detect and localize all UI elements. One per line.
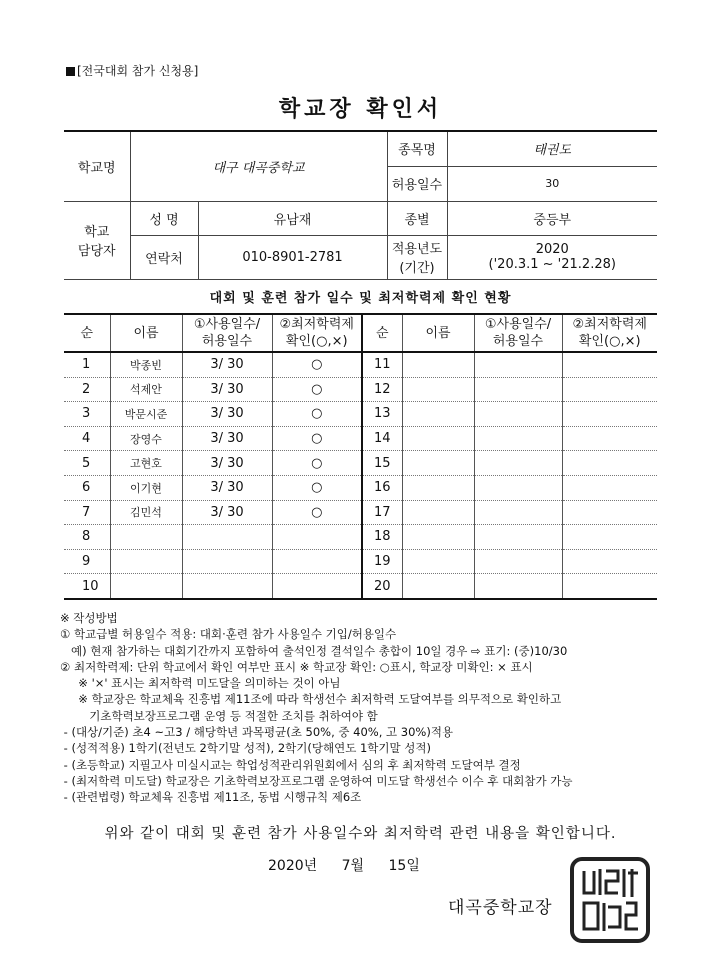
header-name: 이름 [110, 314, 182, 352]
note-line: ※ '×' 표시는 최저학력 미도달을 의미하는 것이 아님 [60, 676, 341, 691]
note-line: ② 최저학력제: 단위 학교에서 확인 여부만 표시 ※ 학교장 확인: ○표시, 학교장 미확인: × 표시 [60, 659, 533, 674]
row-check: ○ [272, 402, 362, 427]
header-min [272, 314, 362, 352]
row-check-right [562, 402, 657, 427]
note-line: ※ 학교장은 학교체육 진흥법 제11조에 따라 학생선수 최저학력 도달여부를 의무적으로 확인하고 [60, 692, 562, 707]
header-min-right-line2: 확인(○,×) [578, 334, 641, 349]
table-row [64, 475, 657, 500]
staff-label-line1: 학교 [84, 225, 110, 240]
principal-signature: 대곡중학교장 [448, 898, 553, 918]
row-no-right: 19 [362, 549, 402, 574]
row-name [110, 574, 182, 599]
contact-value: 010-8901-2781 [198, 235, 387, 279]
staff-label [64, 201, 130, 279]
header-min-line1: ②최저학력제 [279, 317, 354, 332]
row-days-right [474, 352, 562, 377]
row-name: 고현호 [110, 451, 182, 476]
header-min-line2: 확인(○,×) [285, 334, 348, 349]
row-check-right [562, 451, 657, 476]
row-no: 5 [64, 451, 110, 476]
row-no: 1 [64, 352, 110, 377]
row-no-right: 20 [362, 574, 402, 599]
note-line: - (초등학교) 지필고사 미실시교는 학업성적관리위원회에서 심의 후 최저학력 도달여부 결정 [60, 757, 521, 772]
row-name: 김민석 [110, 500, 182, 525]
writing-instructions [60, 610, 670, 806]
row-check-right [562, 525, 657, 550]
row-check [272, 549, 362, 574]
allowed-days-label: 허용일수 [387, 166, 447, 201]
year-label-line1: 적용년도 [391, 242, 443, 257]
row-no-right: 16 [362, 475, 402, 500]
row-check-right [562, 426, 657, 451]
row-no: 3 [64, 402, 110, 427]
table-row [64, 500, 657, 525]
row-days-right [474, 500, 562, 525]
row-name: 박종빈 [110, 352, 182, 377]
table-row [64, 549, 657, 574]
row-no-right: 17 [362, 500, 402, 525]
row-name-right [402, 426, 474, 451]
row-no: 9 [64, 549, 110, 574]
category-value: 중등부 [447, 201, 657, 235]
participation-table [64, 313, 657, 600]
row-check-right [562, 549, 657, 574]
header-no-right: 순 [362, 314, 402, 352]
row-check: ○ [272, 352, 362, 377]
date-day: 15일 [388, 858, 420, 874]
row-check: ○ [272, 500, 362, 525]
sport-value: 태권도 [447, 131, 657, 166]
row-name-right [402, 500, 474, 525]
header-name-right: 이름 [402, 314, 474, 352]
form-tag-text: [전국대회 참가 신청용] [77, 64, 199, 78]
row-days: 3/ 30 [182, 475, 272, 500]
row-check [272, 574, 362, 599]
header-days-right [474, 314, 562, 352]
row-name-right [402, 451, 474, 476]
row-days-right [474, 475, 562, 500]
row-no-right: 15 [362, 451, 402, 476]
row-check [272, 525, 362, 550]
row-name: 장영수 [110, 426, 182, 451]
note-line: ※ 작성방법 [60, 611, 118, 625]
row-name-right [402, 377, 474, 402]
row-days-right [474, 525, 562, 550]
row-days-right [474, 451, 562, 476]
row-days: 3/ 30 [182, 352, 272, 377]
row-days: 3/ 30 [182, 451, 272, 476]
row-days [182, 525, 272, 550]
row-check: ○ [272, 475, 362, 500]
row-check-right [562, 500, 657, 525]
form-tag [66, 62, 198, 79]
row-name: 이기현 [110, 475, 182, 500]
row-days-right [474, 377, 562, 402]
row-name [110, 549, 182, 574]
table-header-row [64, 314, 657, 352]
school-label: 학교명 [64, 131, 130, 201]
row-days [182, 549, 272, 574]
row-no-right: 12 [362, 377, 402, 402]
category-label: 종별 [387, 201, 447, 235]
year-label [387, 235, 447, 279]
header-days [182, 314, 272, 352]
row-name-right [402, 352, 474, 377]
header-no: 순 [64, 314, 110, 352]
row-no-right: 13 [362, 402, 402, 427]
row-days-right [474, 402, 562, 427]
row-name: 박문시준 [110, 402, 182, 427]
header-days-line2: 허용일수 [201, 334, 253, 349]
row-name-right [402, 402, 474, 427]
row-no: 10 [64, 574, 110, 599]
name-label: 성 명 [130, 201, 198, 235]
square-bullet-icon [66, 67, 75, 76]
row-no-right: 11 [362, 352, 402, 377]
row-no: 2 [64, 377, 110, 402]
row-name-right [402, 574, 474, 599]
table-row [64, 402, 657, 427]
note-line: - (최저학력 미도달) 학교장은 기초학력보장프로그램 운영하여 미도달 학생선수 이수 후 대회참가 가능 [60, 773, 573, 788]
row-check-right [562, 377, 657, 402]
table-row [64, 352, 657, 377]
table-row [64, 426, 657, 451]
date-year: 2020년 [268, 858, 318, 874]
row-days: 3/ 30 [182, 377, 272, 402]
note-line: - (대상/기준) 초4 ~고3 / 해당학년 과목평균(초 50%, 중 40%, 고 30%)적용 [60, 725, 454, 740]
note-line: - (관련법령) 학교체육 진흥법 제11조, 동법 시행규칙 제6조 [60, 790, 362, 805]
section-title: 대회 및 훈련 참가 일수 및 최저학력제 확인 현황 [209, 291, 512, 306]
row-days-right [474, 574, 562, 599]
row-name-right [402, 525, 474, 550]
sport-label: 종목명 [387, 131, 447, 166]
confirmation-statement: 위와 같이 대회 및 훈련 참가 사용일수와 최저학력 관련 내용을 확인합니다. [104, 826, 617, 842]
header-days-right-line1: ①사용일수/ [484, 317, 552, 332]
row-check-right [562, 352, 657, 377]
row-check-right [562, 574, 657, 599]
year-value-cell [447, 235, 657, 279]
row-no: 8 [64, 525, 110, 550]
row-check: ○ [272, 426, 362, 451]
note-line: 기초학력보장프로그램 운영 등 적절한 조치를 취하여야 함 [60, 708, 378, 723]
row-days: 3/ 30 [182, 426, 272, 451]
row-days [182, 574, 272, 599]
contact-label: 연락처 [130, 235, 198, 279]
row-days: 3/ 30 [182, 500, 272, 525]
row-days: 3/ 30 [182, 402, 272, 427]
official-seal-icon [570, 857, 650, 943]
table-row [64, 525, 657, 550]
allowed-days-value: 30 [447, 166, 657, 201]
table-row [64, 377, 657, 402]
date-month: 7월 [341, 858, 365, 874]
table-row [64, 451, 657, 476]
document-title: 학교장 확인서 [278, 97, 443, 122]
row-days-right [474, 426, 562, 451]
name-value: 유남재 [198, 201, 387, 235]
row-no: 4 [64, 426, 110, 451]
row-check: ○ [272, 377, 362, 402]
header-min-right-line1: ②최저학력제 [572, 317, 647, 332]
row-no: 6 [64, 475, 110, 500]
row-name: 석제안 [110, 377, 182, 402]
row-name-right [402, 549, 474, 574]
year-label-line2: (기간) [399, 261, 435, 276]
year-value: 2020 [535, 242, 569, 257]
row-no: 7 [64, 500, 110, 525]
note-line: 예) 현재 참가하는 대회기간까지 포함하여 출석인정 결석일수 총합이 10일 경우 ⇨ 표기: (중)10/30 [60, 643, 568, 658]
row-name [110, 525, 182, 550]
school-value: 대구 대곡중학교 [130, 131, 387, 201]
row-check-right [562, 475, 657, 500]
note-line: ① 학교급별 허용일수 적용: 대회·훈련 참가 사용일수 기입/허용일수 [60, 627, 397, 642]
row-no-right: 14 [362, 426, 402, 451]
note-line: - (성적적용) 1학기(전년도 2학기말 성적), 2학기(당해연도 1학기말 성적) [60, 741, 431, 756]
header-days-line1: ①사용일수/ [193, 317, 261, 332]
row-check: ○ [272, 451, 362, 476]
row-name-right [402, 475, 474, 500]
period-value: ('20.3.1 ~ '21.2.28) [488, 257, 616, 272]
info-table [64, 130, 657, 280]
row-days-right [474, 549, 562, 574]
header-days-right-line2: 허용일수 [492, 334, 544, 349]
signing-date [268, 855, 440, 875]
row-no-right: 18 [362, 525, 402, 550]
header-min-right [562, 314, 657, 352]
staff-label-line2: 담당자 [77, 244, 116, 259]
table-row [64, 574, 657, 599]
